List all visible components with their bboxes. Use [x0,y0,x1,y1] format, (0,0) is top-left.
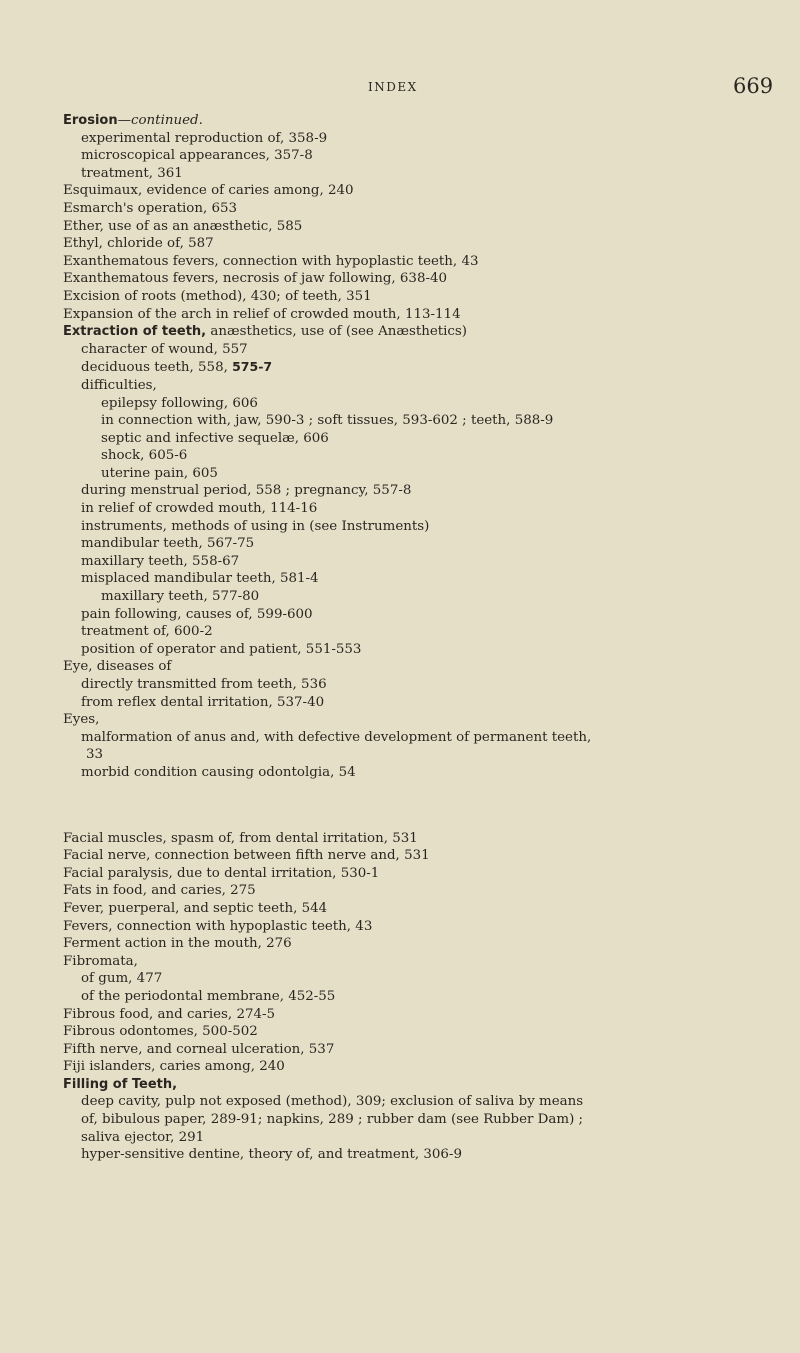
index-subentry [63,358,793,377]
index-entry: Fiji islanders, caries among, 240 [63,1059,285,1075]
entry-page-bold: 575-7 [232,359,273,375]
page-number: 669 [733,74,774,98]
entry-heading: Extraction of teeth, [63,324,207,340]
index-entry: Fevers, connection with hypoplastic teeth, 43 [63,918,373,934]
entry-text: deciduous teeth, 558, [81,360,233,376]
index-subsubentry: epilepsy following, 606 [101,395,258,411]
index-subsubentry: maxillary teeth, 577-80 [101,589,260,605]
index-subentry: pain following, causes of, 599-600 [81,606,313,622]
entry-heading: Filling of Teeth, [63,1076,178,1092]
index-subsubentry: shock, 605-6 [101,448,188,464]
index-entry: Fibromata, [63,953,138,969]
index-subentry: misplaced mandibular teeth, 581-4 [81,571,319,587]
index-subentry: from reflex dental irritation, 537-40 [81,694,325,710]
index-entry: Fibrous food, and caries, 274-5 [63,1006,276,1022]
index-entry: Eye, diseases of [63,659,172,675]
index-subentry: saliva ejector, 291 [81,1129,205,1145]
index-entry [63,112,793,130]
section-gap [63,782,793,830]
index-body [63,112,793,1164]
index-subentry: treatment, 361 [81,165,183,181]
index-entry [63,1076,793,1094]
index-entry: Exanthematous fevers, necrosis of jaw following, 638-40 [63,271,448,287]
index-entry [63,323,793,341]
index-entry: Esmarch's operation, 653 [63,200,238,216]
index-subentry: deep cavity, pulp not exposed (method), 309; exclusion of saliva by means [81,1094,584,1110]
index-subentry: in relief of crowded mouth, 114-16 [81,501,318,517]
index-subentry: during menstrual period, 558 ; pregnancy, 557-8 [81,483,412,499]
index-entry: Facial nerve, connection between fifth nerve and, 531 [63,848,430,864]
index-entry: Expansion of the arch in relief of crowded mouth, 113-114 [63,306,461,322]
index-subsubentry: septic and infective sequelæ, 606 [101,430,329,446]
index-subentry: treatment of, 600-2 [81,624,213,640]
index-subentry: of gum, 477 [81,971,163,987]
page-header [0,74,800,104]
index-entry: Esquimaux, evidence of caries among, 240 [63,183,354,199]
index-subentry: of the periodontal membrane, 452-55 [81,988,336,1004]
index-entry: Fats in food, and caries, 275 [63,883,256,899]
index-continuation: 33 [86,747,104,763]
index-subentry: hyper-sensitive dentine, theory of, and treatment, 306-9 [81,1147,462,1163]
index-subentry: experimental reproduction of, 358-9 [81,130,328,146]
index-subentry: of, bibulous paper, 289-91; napkins, 289 ; rubber dam (see Rubber Dam) ; [81,1112,584,1128]
index-entry: Excision of roots (method), 430; of teeth, 351 [63,288,372,304]
index-subentry: mandibular teeth, 567-75 [81,536,255,552]
index-entry: Ferment action in the mouth, 276 [63,936,292,952]
index-entry: Eyes, [63,712,100,728]
index-entry: Exanthematous fevers, connection with hypoplastic teeth, 43 [63,253,479,269]
index-entry: Facial paralysis, due to dental irritation, 530-1 [63,865,380,881]
index-subentry: instruments, methods of using in (see Instruments) [81,518,430,534]
index-entry: Ethyl, chloride of, 587 [63,236,214,252]
index-subentry: microscopical appearances, 357-8 [81,148,313,164]
entry-note: —continued. [117,113,203,128]
index-subentry: directly transmitted from teeth, 536 [81,677,327,692]
index-subsubentry: uterine pain, 605 [101,465,218,481]
index-subentry: character of wound, 557 [81,341,248,357]
index-subentry: maxillary teeth, 558-67 [81,553,240,569]
index-entry: Fibrous odontomes, 500-502 [63,1024,258,1040]
entry-heading: Erosion [63,113,118,128]
index-entry: Fever, puerperal, and septic teeth, 544 [63,900,328,916]
index-subentry: difficulties, [81,377,157,393]
index-subentry: malformation of anus and, with defective development of permanent teeth, [81,729,592,745]
index-entry: Fifth nerve, and corneal ulceration, 537 [63,1041,335,1057]
index-subsubentry: in connection with, jaw, 590-3 ; soft tissues, 593-602 ; teeth, 588-9 [101,413,554,429]
index-subentry: position of operator and patient, 551-553 [81,641,362,657]
index-entry: Ether, use of as an anæsthetic, 585 [63,218,303,234]
entry-text: anæsthetics, use of (see Anæsthetics) [206,324,468,340]
index-entry: Facial muscles, spasm of, from dental irritation, 531 [63,830,418,846]
running-title: INDEX [368,80,418,94]
index-subentry: morbid condition causing odontolgia, 54 [81,764,356,780]
